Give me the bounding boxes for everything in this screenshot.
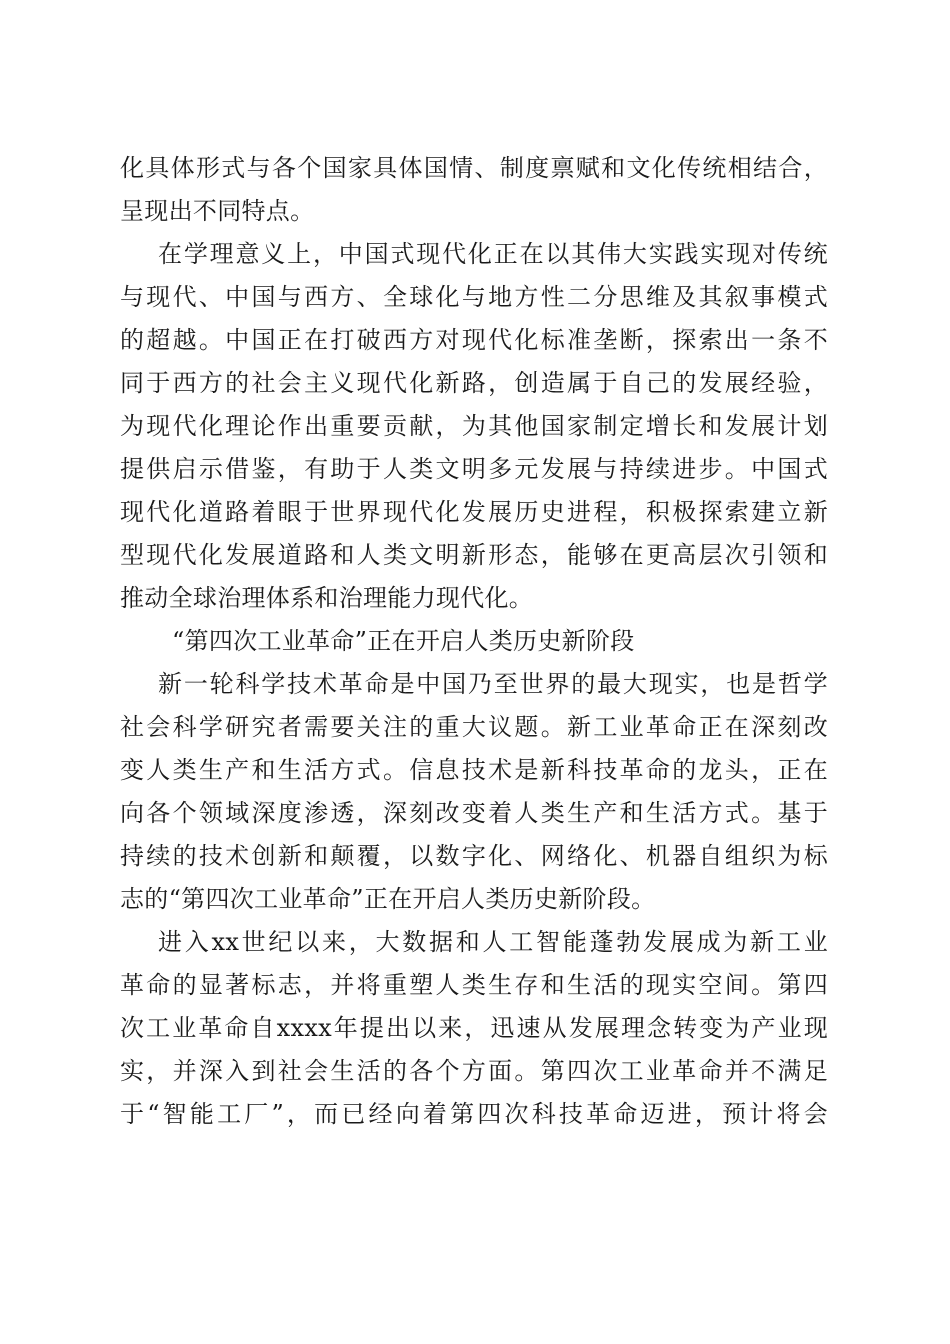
text-line: 为现代化理论作出重要贡献，为其他国家制定增长和发展计划	[120, 412, 828, 440]
text-line: 的超越。中国正在打破西方对现代化标准垄断，探索出一条不	[120, 326, 828, 354]
text-line: 推动全球治理体系和治理能力现代化。	[120, 584, 534, 612]
text-line: 现代化道路着眼于世界现代化发展历史进程，积极探索建立新	[120, 498, 828, 526]
text-line: 实，并深入到社会生活的各个方面。第四次工业革命并不满足	[120, 1057, 828, 1085]
paragraph-first-line: 新一轮科学技术革命是中国乃至世界的最大现实，也是哲学	[158, 670, 828, 698]
paragraph-first-line: 在学理意义上，中国式现代化正在以其伟大实践实现对传统	[158, 240, 828, 268]
text-line: 次工业革命自xxxx年提出以来，迅速从发展理念转变为产业现	[120, 1014, 828, 1042]
text-line: 型现代化发展道路和人类文明新形态，能够在更高层次引领和	[120, 541, 828, 569]
text-line: 呈现出不同特点。	[120, 197, 315, 225]
text-line: 同于西方的社会主义现代化新路，创造属于自己的发展经验，	[120, 369, 828, 397]
text-line: 社会科学研究者需要关注的重大议题。新工业革命正在深刻改	[120, 713, 828, 741]
text-line: 于“智能工厂”，而已经向着第四次科技革命迈进，预计将会	[120, 1100, 828, 1128]
text-line: 志的“第四次工业革命”正在开启人类历史新阶段。	[120, 885, 656, 913]
text-line: 持续的技术创新和颠覆，以数字化、网络化、机器自组织为标	[120, 842, 828, 870]
text-line: 化具体形式与各个国家具体国情、制度禀赋和文化传统相结合，	[120, 154, 828, 182]
text-line: 提供启示借鉴，有助于人类文明多元发展与持续进步。中国式	[120, 455, 828, 483]
text-line: 变人类生产和生活方式。信息技术是新科技革命的龙头，正在	[120, 756, 828, 784]
text-line: 革命的显著标志，并将重塑人类生存和生活的现实空间。第四	[120, 971, 828, 999]
paragraph-first-line: 进入xx世纪以来，大数据和人工智能蓬勃发展成为新工业	[158, 928, 828, 956]
text-line: 与现代、中国与西方、全球化与地方性二分思维及其叙事模式	[120, 283, 828, 311]
section-heading: “第四次工业革命”正在开启人类历史新阶段	[172, 627, 635, 655]
text-line: 向各个领域深度渗透，深刻改变着人类生产和生活方式。基于	[120, 799, 828, 827]
